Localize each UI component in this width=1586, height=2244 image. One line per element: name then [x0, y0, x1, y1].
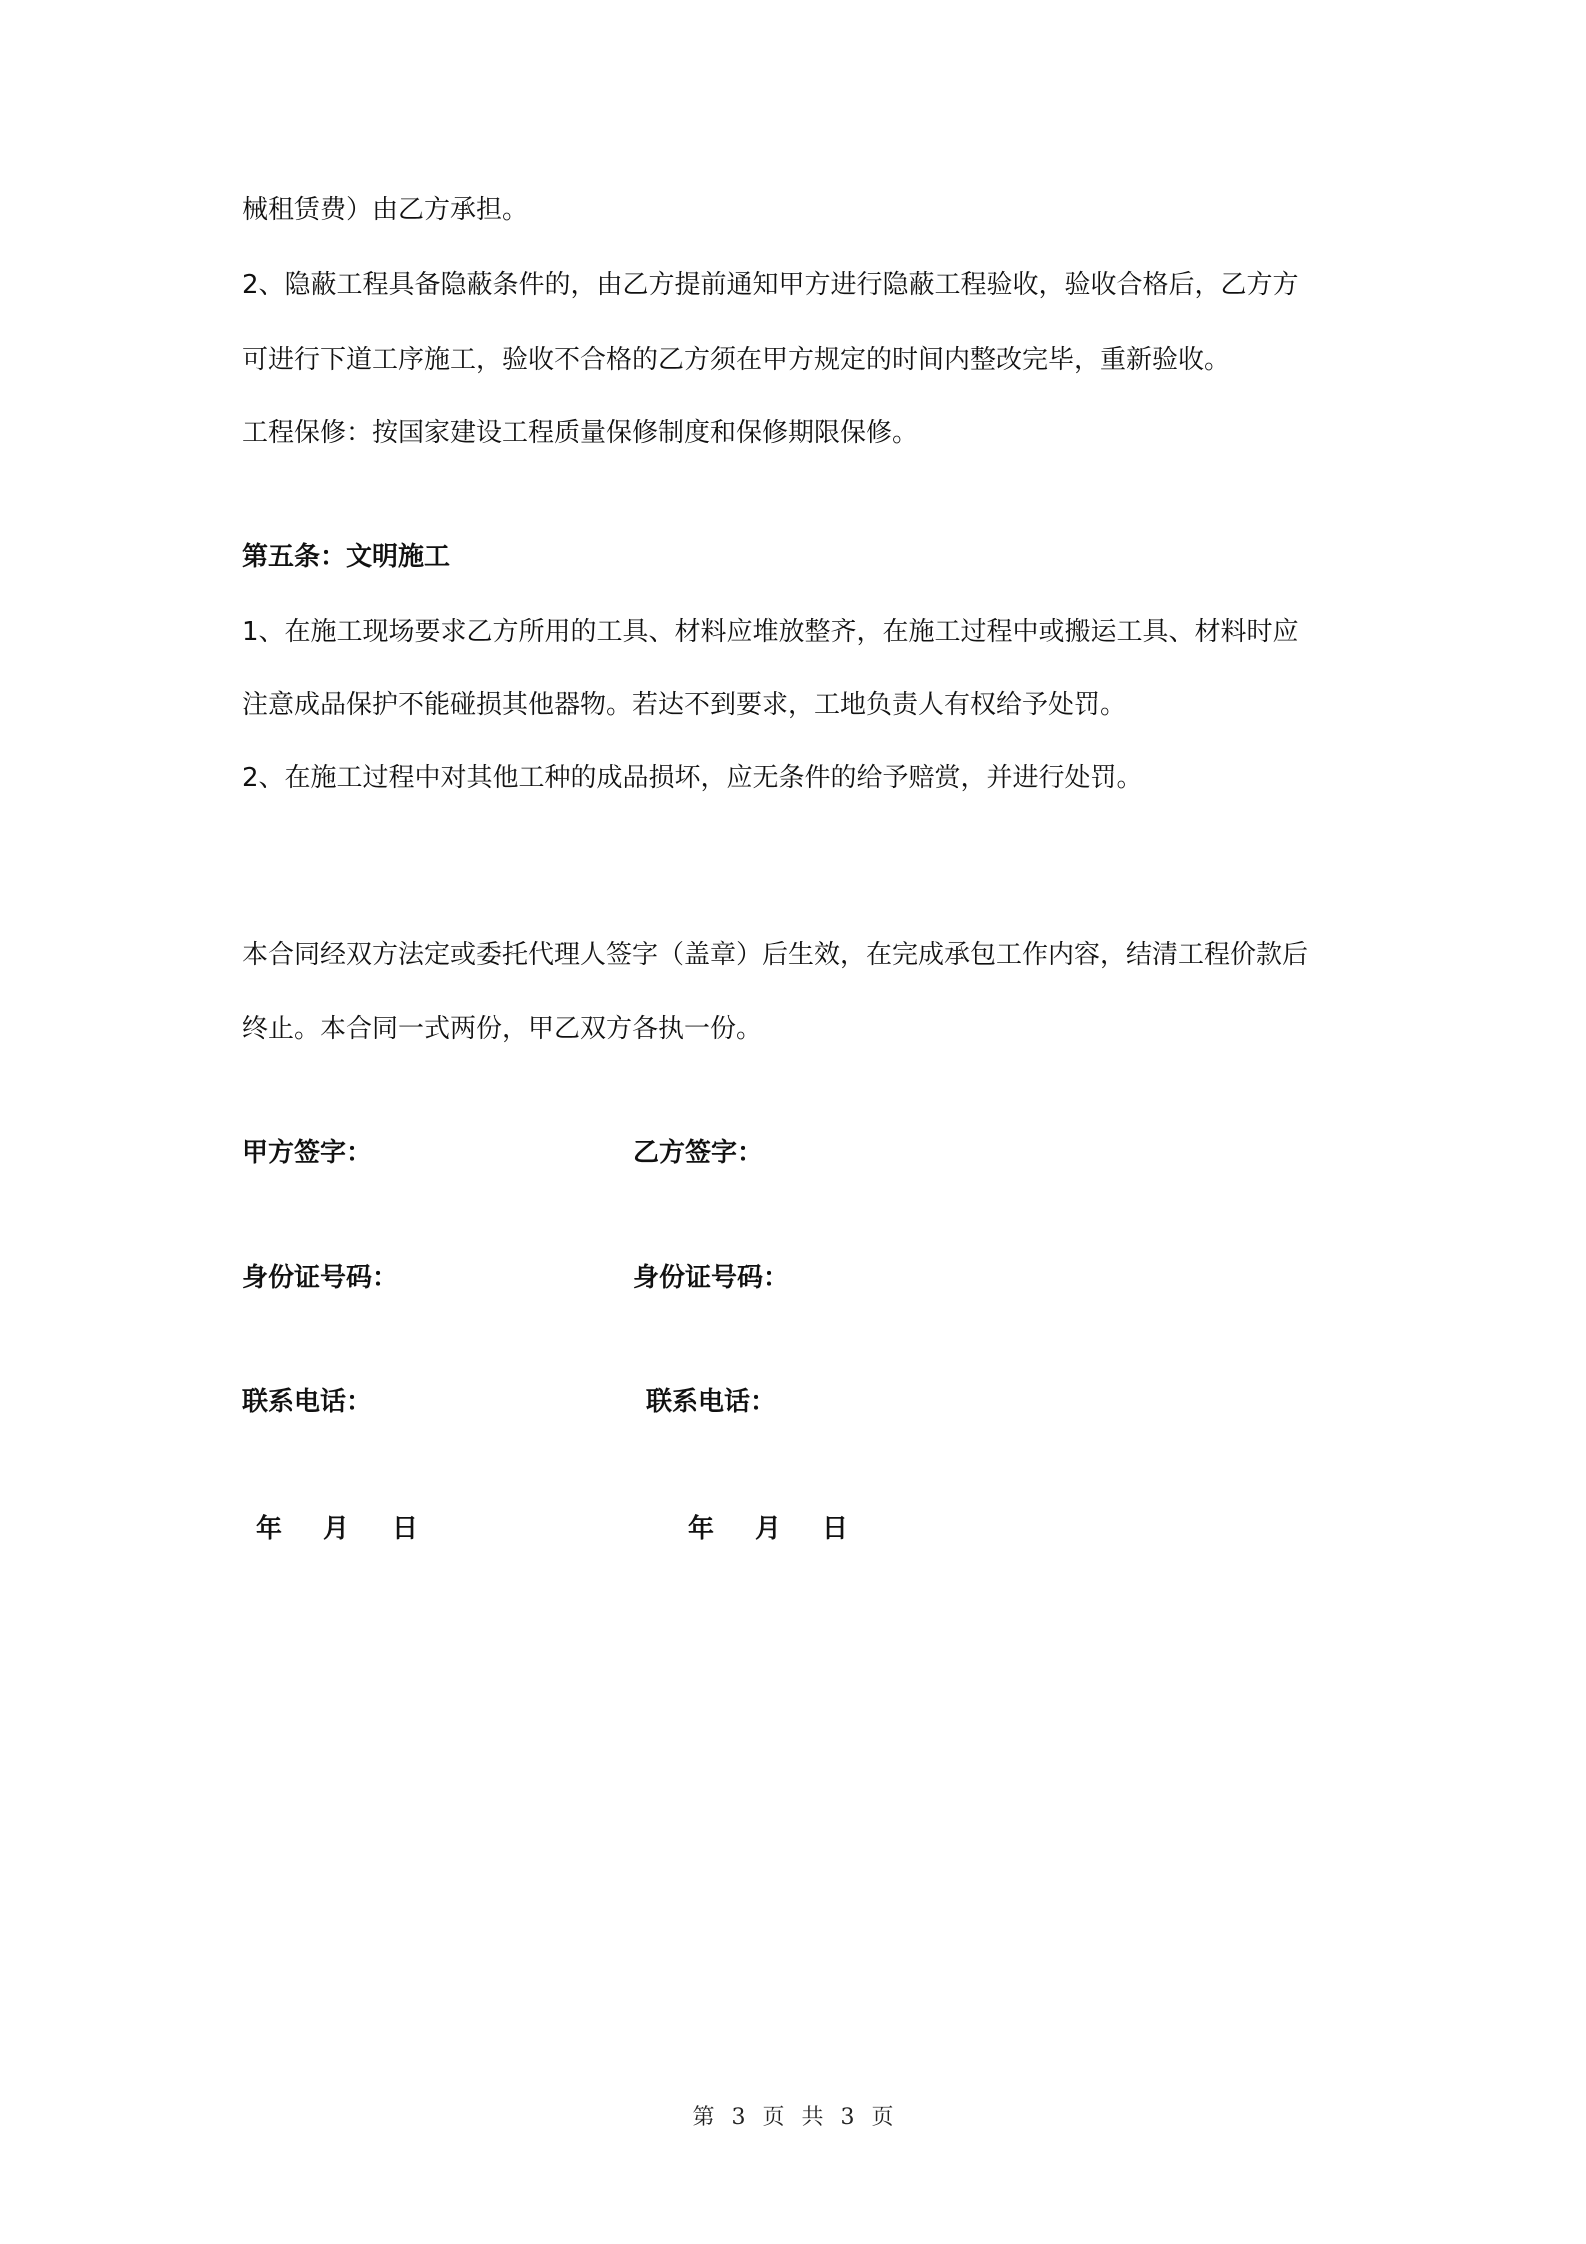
paragraph-line: 2、隐蔽工程具备隐蔽条件的，由乙方提前通知甲方进行隐蔽工程验收，验收合格后，乙方方 [242, 270, 1299, 300]
party-a-date-month: 月 [323, 1514, 350, 1544]
paragraph-line: 2、在施工过程中对其他工种的成品损坏，应无条件的给予赔赏，并进行处罚。 [242, 763, 1143, 793]
section-heading: 第五条：文明施工 [242, 542, 451, 572]
paragraph-line: 1、在施工现场要求乙方所用的工具、材料应堆放整齐，在施工过程中或搬运工具、材料时应 [242, 617, 1299, 647]
page-number-footer: 第 3 页 共 3 页 [692, 2105, 894, 2130]
paragraph-line: 注意成品保护不能碰损其他器物。若达不到要求，工地负责人有权给予处罚。 [242, 690, 1127, 720]
party-b-phone-label: 联系电话： [646, 1387, 777, 1417]
party-a-date-year: 年 [256, 1514, 283, 1544]
closing-line: 终止。本合同一式两份，甲乙双方各执一份。 [242, 1014, 763, 1044]
paragraph-line: 工程保修：按国家建设工程质量保修制度和保修期限保修。 [242, 418, 919, 448]
paragraph-line: 可进行下道工序施工，验收不合格的乙方须在甲方规定的时间内整改完毕，重新验收。 [242, 345, 1231, 375]
party-a-date-day: 日 [392, 1514, 419, 1544]
party-b-date-day: 日 [822, 1514, 849, 1544]
party-a-signature-label: 甲方签字： [242, 1138, 373, 1168]
party-b-date-month: 月 [755, 1514, 782, 1544]
paragraph-line: 械租赁费）由乙方承担。 [242, 195, 529, 225]
party-b-id-label: 身份证号码： [633, 1263, 790, 1293]
closing-line: 本合同经双方法定或委托代理人签字（盖章）后生效，在完成承包工作内容，结清工程价款后 [242, 940, 1309, 970]
party-a-id-label: 身份证号码： [242, 1263, 399, 1293]
party-b-date-year: 年 [688, 1514, 715, 1544]
party-b-signature-label: 乙方签字： [633, 1138, 764, 1168]
party-a-phone-label: 联系电话： [242, 1387, 373, 1417]
